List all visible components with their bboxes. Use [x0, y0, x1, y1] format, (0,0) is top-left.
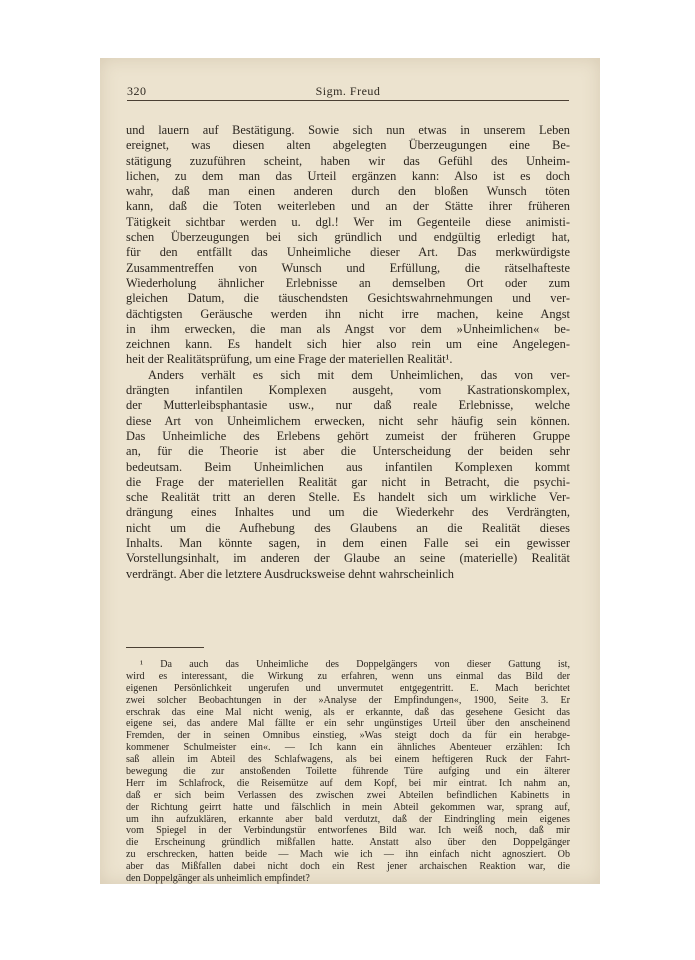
body-line: in ihm erwecken, die man als Angst vor dem »Unheimlichen« be- [126, 321, 570, 336]
body-line: lichen, zu dem man das Urteil ergänzen kann: Also ist es doch [126, 168, 570, 183]
body-line: Tätigkeit sichtbar werden u. dgl.! Wer im Gegenteile diese animisti- [126, 214, 570, 229]
footnote-line: bewegung die zur anstoßenden Toilette führende Türe aufging und ein älterer [126, 766, 570, 778]
body-line: und lauern auf Bestätigung. Sowie sich nun etwas in unserem Leben [126, 123, 570, 137]
body-line: bedeutsam. Beim Unheimlichen aus infantilen Komplexen kommt [126, 459, 570, 474]
footnote-line: eigenen Persönlichkeit ungerufen und unvermutet entgegentritt. E. Mach berichtet [126, 682, 570, 694]
body-line: Inhalts. Man könnte sagen, in dem einen Falle sei ein gewisser [126, 536, 570, 551]
body-line: gleichen Datum, die täuschendsten Gesichtswahrnehmungen und ver- [126, 291, 570, 306]
body-line: stätigung zuzuführen scheint, haben wir das Gefühl des Unheim- [126, 153, 570, 168]
footnote-line: aber das Mißfallen dabei nicht doch ein Rest jener archaischen Reaktion war, die [126, 861, 570, 873]
body-line: an, für die Theorie ist aber die Unterscheidung der beiden sehr [126, 444, 570, 459]
body-line: schen Überzeugungen bei sich gründlich und endgültig erledigt hat, [126, 230, 570, 245]
body-text [126, 123, 570, 582]
page-number: 320 [127, 84, 147, 98]
body-line: Zusammentreffen von Wunsch und Erfüllung, die rätselhafteste [126, 260, 570, 275]
footnote-line: der Richtung geirrt hatte und fälschlich in mein Abteil gekommen war, sprang auf, [126, 801, 570, 813]
footnote-line: vom Spiegel in der Verbindungstür entworfenes Bild war. Ich weiß noch, daß mir [126, 825, 570, 837]
body-line: der Mutterleibsphantasie usw., nur daß reale Erlebnisse, welche [126, 398, 570, 413]
body-line: die Frage der materiellen Realität gar nicht in Betracht, die psychi- [126, 474, 570, 489]
body-line: nicht um die Aufhebung des Glaubens an die Realität dieses [126, 520, 570, 535]
footnote-line: ¹ Da auch das Unheimliche des Doppelgängers von dieser Gattung ist, [140, 659, 570, 670]
book-page [100, 58, 600, 884]
body-line: diese Art von Unheimlichem erwecken, nicht sehr häufig sein können. [126, 413, 570, 428]
footnote-line: zwei solcher Beobachtungen in der »Analyse der Empfindungen«, 1900, Seite 3. Er [126, 694, 570, 706]
footnote-line: saß allein im Abteil des Schlafwagens, als bei einem heftigeren Ruck der Fahrt- [126, 754, 570, 766]
body-line: sche Realität tritt an deren Stelle. Es handelt sich um wirkliche Ver- [126, 490, 570, 505]
footnote-line: eigene sei, das andere Mal fällte er ein sehr ungünstiges Urteil über den anscheinend [126, 718, 570, 730]
footnote-line: kommener Schulmeister ein«. — Ich kann ein ähnliches Abenteuer erzählen: Ich [126, 742, 570, 754]
body-line: ereignet, was diesen alten abgelegten Überzeugungen eine Be- [126, 138, 570, 153]
footnote-line: um ihn aufzuklären, erkannte aber bald verdutzt, daß der Eindringling mein eigenes [126, 813, 570, 825]
footnote-line: erschrak das eine Mal nicht wenig, als er erkannte, daß das gesehene Gesicht das [126, 706, 570, 718]
body-line: verdrängt. Aber die letztere Ausdrucksweise dehnt wahrscheinlich [126, 566, 454, 581]
body-line: Wiederholung ähnlicher Erlebnisse an demselben Ort oder zum [126, 275, 570, 290]
body-line: drängten infantilen Komplexen ausgeht, vom Kastrationskomplex, [126, 383, 570, 398]
body-line: für den entfällt das Unheimliche dieser Art. Das merkwürdigste [126, 245, 570, 260]
body-line: zeichnen kann. Es handelt sich hier also rein um eine Angelegen- [126, 337, 570, 352]
body-line: wahr, daß man einen anderen durch den bloßen Wunsch töten [126, 184, 570, 199]
footnote-text [126, 659, 570, 885]
body-line: dächtigsten Geräusche werden ihn nicht irre machen, keine Angst [126, 306, 570, 321]
footnote-line: die Erscheinung gründlich mißfallen hatte. Anstatt also über den Doppelgänger [126, 837, 570, 849]
footnote-line: Fremden, der in seinen Omnibus einstieg, »Was steigt doch da für ein herabge- [126, 730, 570, 742]
body-line: drängung eines Inhaltes und um die Wiederkehr des Verdrängten, [126, 505, 570, 520]
body-line: Das Unheimliche des Erlebens gehört zumeist der früheren Gruppe [126, 428, 570, 443]
body-line: kann, daß die Toten weiterleben und an der Stätte ihrer früheren [126, 199, 570, 214]
body-line: Vorstellungsinhalt, im anderen der Glaube an seine (materielle) Realität [126, 551, 570, 566]
running-head: Sigm. Freud [315, 84, 381, 98]
body-line: heit der Realitätsprüfung, um eine Frage der materiellen Realität¹. [126, 352, 453, 367]
footnote-line: wird es interessant, die Wirkung zu erfahren, wenn uns einmal das Bild der [126, 670, 570, 682]
footnote-line: den Doppelgänger als unheimlich empfindet? [126, 873, 310, 885]
body-line: Anders verhält es sich mit dem Unheimlichen, das von ver- [148, 367, 570, 382]
footnote-line: daß er sich beim Verlassen des zwischen zwei Abteilen befindlichen Kabinetts in [126, 789, 570, 801]
footnote-rule [126, 647, 204, 648]
page-header [127, 82, 569, 101]
footnote-line: Herr im Schlafrock, die Reisemütze auf dem Kopf, bei mir eintrat. Ich nahm an, [126, 777, 570, 789]
footnote-line: zu erschrecken, hatten beide — Mach wie ich — ihn einfach nicht agnosziert. Ob [126, 849, 570, 861]
